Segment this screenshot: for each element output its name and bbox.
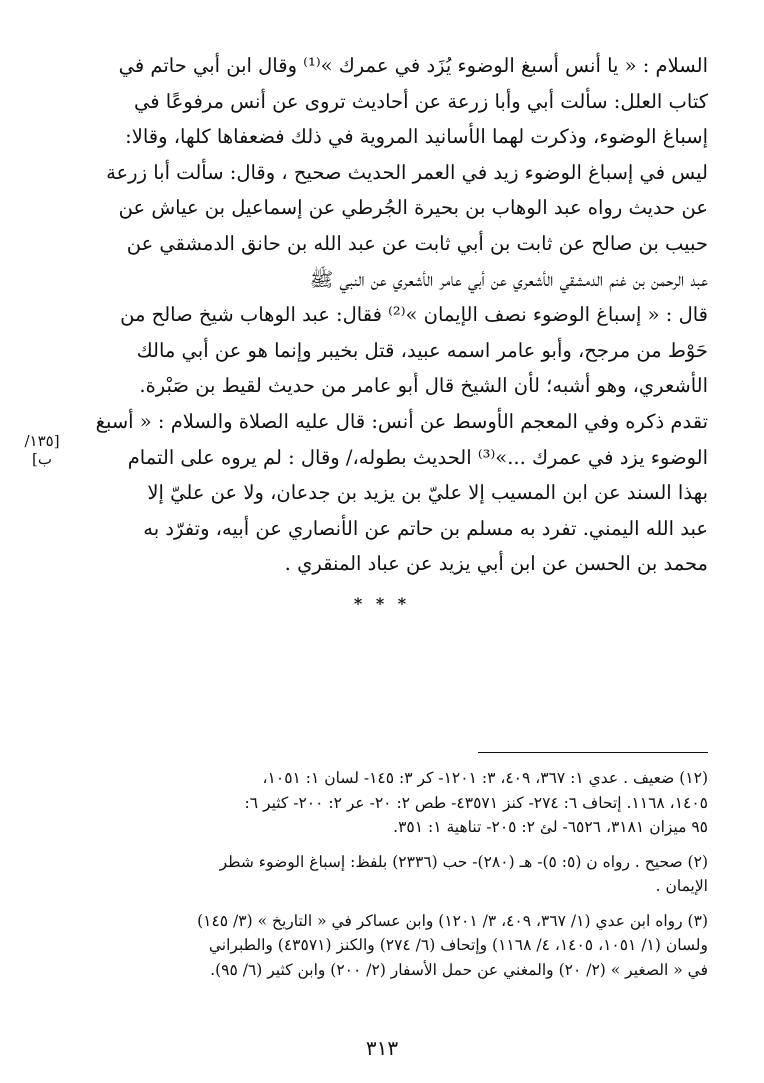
main-text-line: محمد بن الحسن عن ابن أبي يزيد عن عباد المنقري . (284, 552, 708, 576)
footnote-1 (72, 766, 708, 840)
main-text-line: الأشعري، وهو أشبه؛ لأن الشيخ قال أبو عامر من حديث لقيط بن صَبْرة. (139, 374, 708, 398)
page-number: ٣١٣ (365, 1036, 399, 1060)
main-text-line: عن حديث رواه عبد الوهاب بن بحيرة الجُرطي عن إسماعيل بن عياش عن (118, 196, 708, 220)
main-text-body (72, 48, 708, 582)
footnote-divider (478, 752, 708, 753)
footnote-line: (١٢) ضعيف . عدي ١: ٣٦٧، ٤٠٩، ٣: ١٢٠١- كر ٣: ١٤٥- لسان ١: ١٠٥١، (262, 769, 708, 787)
footnote-line: ٩٥ ميزان ٣١٨١، ٦٥٢٦- لئ ٢: ٢٠٥- تناهية ١: ٣٥١. (393, 818, 708, 836)
footnote-2 (72, 850, 708, 899)
main-text-line: الوضوء يزد في عمرك ...»⁽³⁾ الحديث بطوله،/ وقال : لم يروه على التمام (127, 445, 708, 469)
main-text-line: بهذا السند عن ابن المسيب إلا عليّ بن يزيد بن جدعان، ولا عن عليّ إلا (147, 481, 708, 505)
footnotes-section (72, 766, 708, 992)
main-text-line: ليس في إسباغ الوضوء زيد في العمر الحديث صحيح ، وقال: سألت أبا زرعة (106, 160, 708, 184)
main-text-line: قال : « إسباغ الوضوء نصف الإيمان »⁽²⁾ فقال: عبد الوهاب شيخ صالح من (120, 303, 708, 327)
footnote-line: (٢) صحيح . رواه ن (٥: ٥)- هـ (٢٨٠)- حب (٢٣٣٦) بلفظ: إسباغ الوضوء شطر (219, 852, 708, 871)
main-text-line: كتاب العلل: سألت أبي وأبا زرعة عن أحاديث تروى عن أنس مرفوعًا في (134, 89, 708, 113)
main-text-line: حبيب بن صالح عن ثابت بن أبي ثابت عن عبد الله بن حانق الدمشقي عن (126, 231, 708, 255)
main-text-line: إسباغ الوضوء، وذكرت لهما الأسانيد المروية في ذلك فضعفاها كلها، وقالا: (125, 125, 708, 149)
section-separator: * * * (353, 594, 411, 613)
main-text-line: عبد الرحمن بن غنم الدمشقي الأشعري عن أبي عامر الأشعري عن النبي ﷺ (309, 267, 708, 291)
footnote-line: (٣) رواه ابن عدي (١/ ٣٦٧، ٤٠٩، ٣/ ١٢٠١) وابن عساكر في « التاريخ » (٣/ ١٤٥) (197, 911, 708, 930)
main-text-line: تقدم ذكره وفي المعجم الأوسط عن أنس: قال عليه الصلاة والسلام : « أسبغ (95, 409, 708, 433)
footnote-line: ولسان (١/ ١٠٥١، ١٤٠٥، ٤/ ١١٦٨) وإتحاف (٦/ ٢٧٤) والكنز (٤٣٥٧١) والطبراني (208, 936, 708, 954)
main-text-line: حَوْط من مرجح، وأبو عامر اسمه عبيد، قتل بخيبر وإنما هو عن أبي مالك (136, 338, 708, 362)
footnote-line: في « الصغير » (٢/ ٢٠) والمغني عن حمل الأسفار (٢/ ٢٠٠) وابن كثير (٦/ ٩٥). (210, 960, 708, 979)
footnote-3 (72, 909, 708, 983)
footnote-line: الإيمان . (655, 877, 708, 895)
main-text-line: عبد الله اليمني. تفرد به مسلم بن حاتم عن الأنصاري عن أبيه، وتفرّد به (143, 516, 708, 540)
footnote-line: ١٤٠٥، ١١٦٨. إتحاف ٦: ٢٧٤- كنز ٤٣٥٧١- طص ٢: ٢٠- عر ٢: ٢٠٠- كثير ٦: (244, 793, 708, 812)
main-text-line: السلام : « يا أنس أسبغ الوضوء يُزَد في عمرك »⁽¹⁾ وقال ابن أبي حاتم في (118, 54, 708, 77)
manuscript-folio-marker: [١٣٥/ ب] (24, 432, 60, 468)
